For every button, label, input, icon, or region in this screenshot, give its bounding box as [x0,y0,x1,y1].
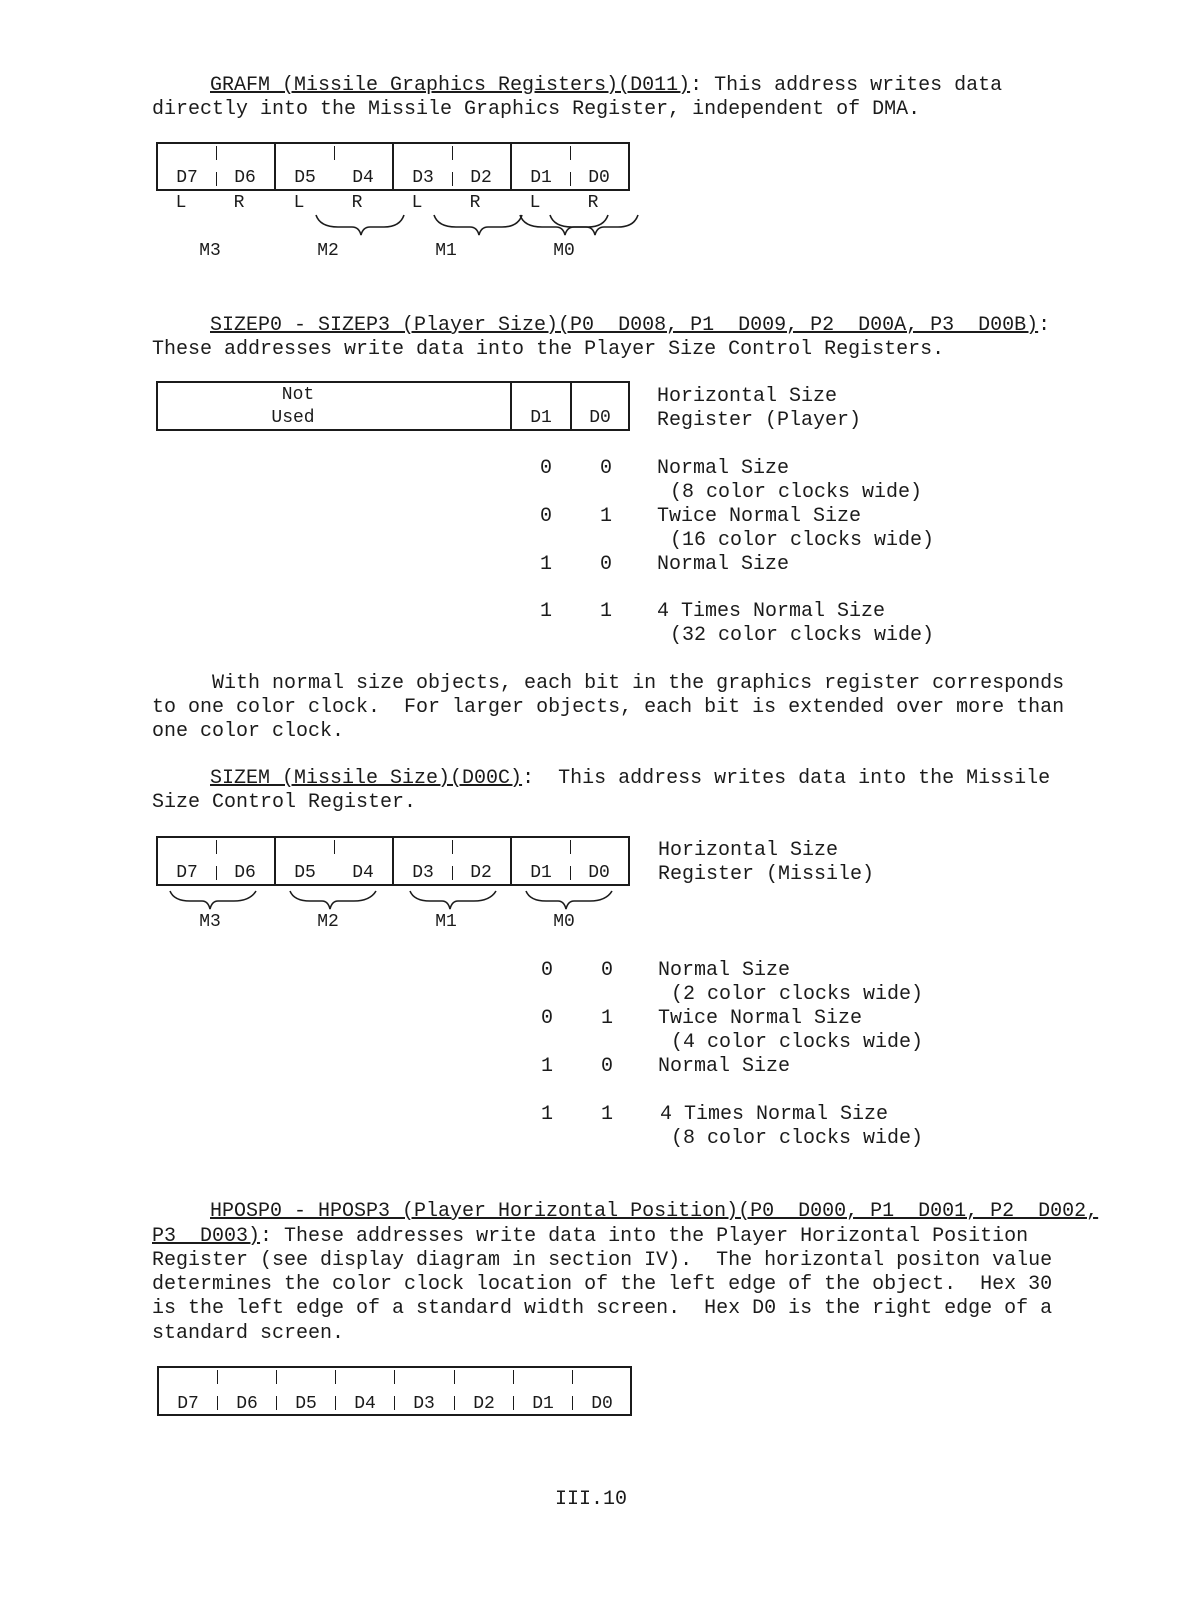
bit-d0: D0 [588,168,610,188]
bit-d0: D0 [591,1394,613,1414]
bit-d0: D0 [589,408,611,428]
bit-tick [394,1370,395,1384]
sizep-row-text: 4 Times Normal Size [657,600,886,623]
bit-d6: D6 [236,1394,258,1414]
bit-d5: D5 [295,1394,317,1414]
brace-m0 [526,891,612,909]
bit-d7: D7 [176,168,198,188]
sizem-row-d1: 1 [541,1055,554,1078]
sizem-row-d1: 0 [541,959,554,982]
brace-m3 [316,215,404,235]
lr-label: L [529,193,541,213]
bit-d3: D3 [412,168,434,188]
bit-tick [217,1370,218,1384]
page-number: III.10 [555,1488,628,1511]
sizem-group-braces [150,885,640,915]
lr-label: R [469,193,481,213]
sizem-row-d0: 1 [601,1103,614,1126]
paragraph-line: one color clock. [152,720,345,743]
hposp-heading-tail: : These addresses write data into the Player Horizontal Position [260,1225,1029,1248]
bit-tick [216,840,217,854]
group-m3: M3 [199,241,221,261]
bit-d4: D4 [354,1394,376,1414]
sizem-row-sub: (4 color clocks wide) [671,1031,924,1054]
bit-d1: D1 [532,1394,554,1414]
bit-d4: D4 [352,168,374,188]
hposp-text: standard screen. [152,1322,345,1345]
sizep-row-d0: 0 [600,553,613,576]
bit-tick [452,146,453,160]
group-m2: M2 [317,912,339,932]
bit-d5: D5 [294,863,316,883]
grafm-heading-tail: : This address writes data [690,74,1003,97]
bit-tick [334,146,335,160]
hposp-text: Register (see display diagram in section IV). The horizontal positon value [152,1249,1053,1272]
hposp-heading-line [210,1200,1098,1224]
bit-d4: D4 [352,863,374,883]
sizem-row-d1: 0 [541,1007,554,1030]
sizep-register-label: Horizontal Size [657,385,838,408]
bit-d1: D1 [530,408,552,428]
lr-label: R [587,193,599,213]
group-m1: M1 [435,241,457,261]
bit-d2: D2 [470,168,492,188]
brace-m2 [434,215,522,235]
bit-tick [454,1370,455,1384]
bit-d5: D5 [294,168,316,188]
sizep-row-d0: 0 [600,457,613,480]
bit-tick [572,1370,573,1384]
hposp-heading: HPOSP0 - HPOSP3 (Player Horizontal Position)(P0 D000, P1 D001, P2 D002, [210,1200,1099,1223]
sizem-row-text: Twice Normal Size [658,1007,863,1030]
sizep-heading-line [210,314,1050,338]
bit-tick [452,840,453,854]
sizem-row-d0: 1 [601,1007,614,1030]
sizep-row-d1: 0 [540,505,553,528]
sizep-row-sub: (16 color clocks wide) [670,529,935,552]
sizep-heading-tail: : [1038,314,1051,337]
grafm-group-braces [150,205,640,240]
lr-label: R [351,193,363,213]
bit-tick [276,1370,277,1384]
sizem-row-d0: 0 [601,959,614,982]
hposp-text: determines the color clock location of the left edge of the object. Hex 30 [152,1273,1053,1296]
hposp-heading-cont: P3 D003) [152,1225,261,1248]
sizem-text: Size Control Register. [152,791,417,814]
sizem-row-d1: 1 [541,1103,554,1126]
sizep-row-text: Twice Normal Size [657,505,862,528]
bit-d7: D7 [177,1394,199,1414]
sizem-row-text: 4 Times Normal Size [660,1103,889,1126]
sizep-row-sub: (8 color clocks wide) [670,481,923,504]
bit-d6: D6 [234,863,256,883]
sizep-row-text: Normal Size [657,457,790,480]
sizem-row-sub: (8 color clocks wide) [671,1127,924,1150]
lr-label: L [293,193,305,213]
sizep-row-d0: 1 [600,505,613,528]
bit-tick [216,146,217,160]
sizep-row-d1: 1 [540,553,553,576]
bit-d2: D2 [470,863,492,883]
group-m3: M3 [199,912,221,932]
sizep-row-d1: 0 [540,457,553,480]
sizem-row-text: Normal Size [658,1055,791,1078]
sizem-heading: SIZEM (Missile Size)(D00C) [210,767,523,790]
sizep-row-sub: (32 color clocks wide) [670,624,935,647]
bit-d1: D1 [530,863,552,883]
sizem-heading-tail: : This address writes data into the Missile [522,767,1051,790]
hposp-heading-line-2 [152,1225,1028,1249]
grafm-heading-line [210,74,1002,98]
bit-tick [513,1370,514,1384]
bit-d0: D0 [588,863,610,883]
group-m0: M0 [553,912,575,932]
brace-m2 [290,891,376,909]
bit-d3: D3 [413,1394,435,1414]
bit-d7: D7 [176,863,198,883]
sizep-row-d0: 1 [600,600,613,623]
sizem-register-label: Horizontal Size [658,839,839,862]
grafm-heading: GRAFM (Missile Graphics Registers)(D011) [210,74,691,97]
brace-m1 [410,891,496,909]
group-m0: M0 [553,241,575,261]
lr-label: L [175,193,187,213]
group-m1: M1 [435,912,457,932]
sizep-heading: SIZEP0 - SIZEP3 (Player Size)(P0 D008, P1 D009, P2 D00A, P3 D00B) [210,314,1039,337]
not-used-label: Not [281,385,315,405]
grafm-text: directly into the Missile Graphics Register, independent of DMA. [152,98,921,121]
group-m2: M2 [317,241,339,261]
not-used-label: Used [271,408,315,428]
bit-tick [334,840,335,854]
lr-label: R [233,193,245,213]
sizep-row-text: Normal Size [657,553,790,576]
bit-d1: D1 [530,168,552,188]
bit-tick [570,840,571,854]
sizem-row-text: Normal Size [658,959,791,982]
sizem-row-d0: 0 [601,1055,614,1078]
paragraph-line: With normal size objects, each bit in the graphics register corresponds [152,672,1065,695]
bit-tick [570,146,571,160]
paragraph-line: to one color clock. For larger objects, each bit is extended over more than [152,696,1065,719]
lr-label: L [411,193,423,213]
bit-tick [335,1370,336,1384]
hposp-text: is the left edge of a standard width screen. Hex D0 is the right edge of a [152,1297,1053,1320]
sizep-register-label: Register (Player) [657,409,862,432]
sizem-row-sub: (2 color clocks wide) [671,983,924,1006]
sizem-heading-line [210,767,1050,791]
bit-d2: D2 [473,1394,495,1414]
bit-d6: D6 [234,168,256,188]
sizem-register-label: Register (Missile) [658,863,875,886]
sizep-row-d1: 1 [540,600,553,623]
sizep-text: These addresses write data into the Player Size Control Registers. [152,338,945,361]
bit-d3: D3 [412,863,434,883]
brace-m3 [170,891,256,909]
